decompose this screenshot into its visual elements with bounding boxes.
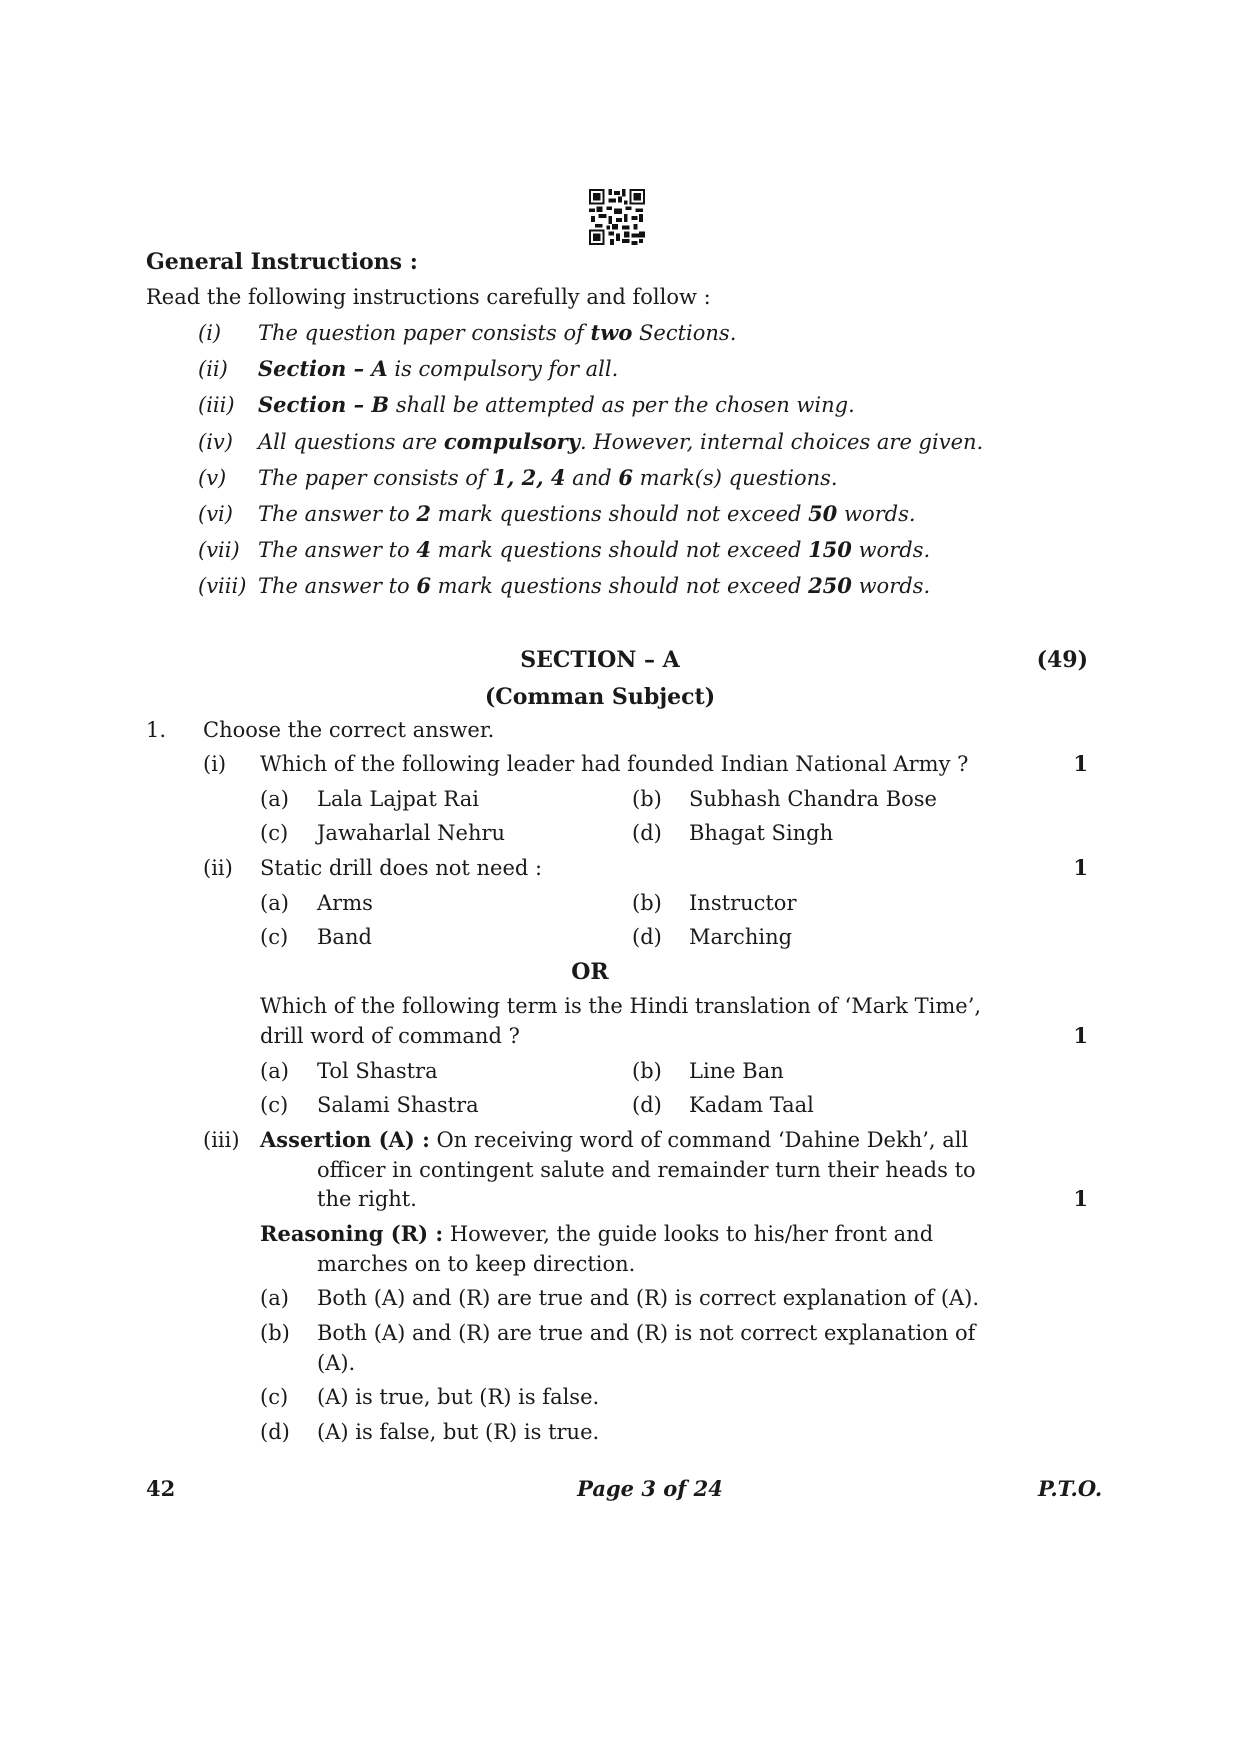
assertion-text: On receiving word of command ‘Dahine Dekh’, all — [436, 1128, 969, 1152]
option-label: (c) — [260, 1093, 289, 1117]
subquestion-iii-number: (iii) — [203, 1128, 240, 1152]
instruction-text — [258, 392, 855, 419]
option-text: Both (A) and (R) are true and (R) is not correct explanation of — [317, 1321, 976, 1345]
instruction-fragment: All questions are — [258, 429, 444, 454]
assertion-line3: the right. — [317, 1187, 417, 1211]
subquestion-i-number: (i) — [203, 752, 227, 776]
option-text: (A). — [317, 1351, 356, 1375]
instruction-number: (viii) — [198, 574, 247, 599]
section-title: SECTION – A — [520, 647, 680, 673]
subquestion-iii-marks: 1 — [1073, 1186, 1088, 1211]
subquestion-ii-text: Static drill does not need : — [260, 856, 543, 880]
option-text: Bhagat Singh — [689, 821, 834, 845]
option-text: Jawaharlal Nehru — [317, 821, 506, 845]
instruction-fragment: The question paper consists of — [258, 321, 591, 345]
instruction-emphasis: Section – B — [258, 392, 390, 418]
instruction-fragment: is compulsory for all. — [387, 357, 619, 382]
instruction-text — [258, 465, 838, 492]
option-label: (b) — [260, 1321, 290, 1345]
option-text: Salami Shastra — [317, 1093, 479, 1117]
alt-question-text-line2: drill word of command ? — [260, 1024, 520, 1048]
general-instructions-intro: Read the following instructions carefully and follow : — [146, 285, 711, 309]
qr-code-icon — [589, 189, 645, 245]
section-subtitle: (Comman Subject) — [484, 684, 716, 710]
option-text: Band — [317, 925, 372, 949]
or-divider: OR — [571, 959, 609, 985]
assertion-line1 — [260, 1127, 968, 1154]
option-label: (a) — [260, 1286, 289, 1310]
instruction-number: (iii) — [198, 393, 235, 418]
option-text: Tol Shastra — [317, 1059, 438, 1083]
instruction-emphasis: 6 — [618, 464, 633, 490]
instruction-fragment: and — [565, 465, 619, 490]
option-text: (A) is false, but (R) is true. — [317, 1420, 600, 1444]
page-number: Page 3 of 24 — [577, 1476, 723, 1501]
option-label: (a) — [260, 891, 289, 915]
instruction-fragment: mark questions should not exceed — [430, 574, 809, 599]
instruction-fragment: The paper consists of — [258, 465, 493, 490]
instruction-emphasis: 250 — [808, 573, 852, 599]
instruction-number: (ii) — [198, 357, 228, 382]
option-text: (A) is true, but (R) is false. — [317, 1385, 600, 1409]
instruction-emphasis: 1, 2, 4 — [492, 464, 566, 490]
instruction-text — [258, 501, 916, 528]
option-label: (d) — [632, 821, 662, 845]
instruction-emphasis: 50 — [808, 501, 838, 526]
instruction-text — [258, 429, 983, 456]
instruction-emphasis: 4 — [416, 537, 431, 563]
instruction-number: (vii) — [198, 538, 240, 563]
instruction-emphasis: Section – A — [258, 356, 388, 382]
subquestion-i-text: Which of the following leader had founded Indian National Army ? — [260, 752, 969, 776]
instruction-fragment: mark(s) questions. — [632, 465, 838, 490]
option-label: (b) — [632, 787, 662, 811]
instruction-number: (i) — [198, 321, 222, 345]
option-label: (c) — [260, 925, 289, 949]
assertion-line2: officer in contingent salute and remainder turn their heads to — [317, 1158, 976, 1182]
instruction-fragment: shall be attempted as per the chosen wing. — [389, 393, 855, 418]
option-text: Lala Lajpat Rai — [317, 787, 479, 811]
reasoning-line1 — [260, 1221, 933, 1248]
question-text: Choose the correct answer. — [203, 718, 495, 742]
instruction-fragment: The answer to — [258, 574, 417, 599]
option-label: (d) — [260, 1420, 290, 1444]
option-label: (b) — [632, 1059, 662, 1083]
option-label: (a) — [260, 787, 289, 811]
section-marks: (49) — [1036, 647, 1088, 673]
option-label: (b) — [632, 891, 662, 915]
alt-question-marks: 1 — [1073, 1023, 1088, 1048]
instruction-text — [258, 573, 930, 600]
option-label: (c) — [260, 1385, 289, 1409]
instruction-fragment: words. — [851, 538, 931, 563]
option-text: Both (A) and (R) are true and (R) is correct explanation of (A). — [317, 1286, 980, 1310]
instruction-number: (v) — [198, 465, 227, 490]
instruction-emphasis: 6 — [416, 573, 431, 599]
option-text: Instructor — [689, 891, 797, 915]
instruction-fragment: mark questions should not exceed — [430, 502, 809, 526]
option-text: Subhash Chandra Bose — [689, 787, 937, 811]
reasoning-label: Reasoning (R) : — [260, 1221, 444, 1246]
option-label: (d) — [632, 1093, 662, 1117]
instruction-fragment: words. — [837, 502, 916, 526]
alt-question-text-line1: Which of the following term is the Hindi translation of ‘Mark Time’, — [260, 994, 982, 1018]
instruction-number: (iv) — [198, 429, 233, 454]
assertion-label: Assertion (A) : — [260, 1127, 430, 1152]
instruction-number: (vi) — [198, 502, 233, 526]
reasoning-line2: marches on to keep direction. — [317, 1252, 636, 1276]
instruction-fragment: . However, internal choices are given. — [579, 429, 984, 454]
instruction-fragment: The answer to — [258, 502, 417, 526]
option-label: (a) — [260, 1059, 289, 1083]
general-instructions-title: General Instructions : — [146, 249, 418, 275]
subquestion-i-marks: 1 — [1073, 751, 1088, 776]
reasoning-text: However, the guide looks to his/her front and — [449, 1222, 934, 1246]
instruction-fragment: words. — [851, 574, 931, 599]
instruction-text — [258, 356, 618, 383]
subquestion-ii-marks: 1 — [1073, 855, 1088, 880]
option-text: Marching — [689, 925, 793, 949]
option-text: Arms — [317, 891, 373, 915]
instruction-fragment: mark questions should not exceed — [430, 538, 809, 563]
option-text: Kadam Taal — [689, 1093, 814, 1117]
instruction-text — [258, 320, 736, 347]
paper-code: 42 — [146, 1476, 176, 1501]
instruction-emphasis: two — [590, 320, 633, 345]
instruction-fragment: The answer to — [258, 538, 417, 563]
instruction-text — [258, 537, 930, 564]
instruction-emphasis: 150 — [808, 537, 852, 563]
question-number: 1. — [146, 718, 167, 742]
option-label: (d) — [632, 925, 662, 949]
pto-label: P.T.O. — [1038, 1476, 1103, 1501]
option-text: Line Ban — [689, 1059, 784, 1083]
instruction-fragment: Sections. — [632, 321, 737, 345]
option-label: (c) — [260, 821, 289, 845]
instruction-emphasis: compulsory — [443, 428, 580, 454]
subquestion-ii-number: (ii) — [203, 856, 233, 880]
instruction-emphasis: 2 — [416, 501, 431, 526]
